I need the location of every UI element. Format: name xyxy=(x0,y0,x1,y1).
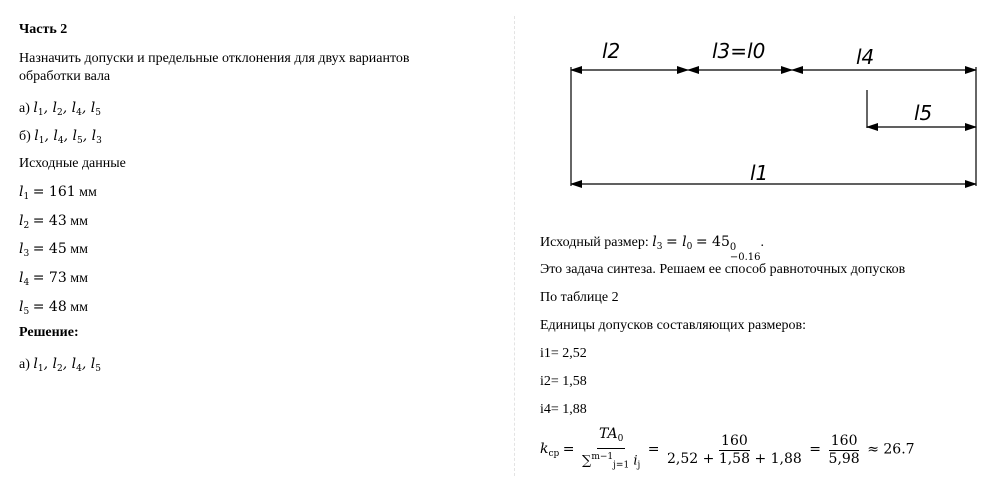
sub: 1 xyxy=(37,364,44,374)
value: 161 xyxy=(48,184,76,200)
value: 73 xyxy=(48,270,67,286)
k-average-formula: $k_{ср}$ = $\frac{TA_0}{\sum^{m-1}_{j=1} i_j}$ = $\frac{160}{2,52 + 1,58 + 1,88}$ = $\frac{160}{5,98}$ ≈ 26.7 xyxy=(540,426,915,474)
sub: 2 xyxy=(23,221,30,231)
upper-deviation: 0 xyxy=(729,242,737,253)
unit: мм xyxy=(70,214,88,229)
fraction-2: $\frac{160}{2,52 + 1,58 + 1,88}$ xyxy=(667,432,802,467)
fraction-3: $\frac{160}{5,98}$ xyxy=(828,432,860,467)
sub: 5 xyxy=(23,307,30,317)
variant-b-line xyxy=(19,127,102,150)
variant-a-formula: $l_1$, $l_2$, $l_4$, $l_5$ xyxy=(33,100,101,118)
sub: 5 xyxy=(95,108,101,118)
sub: 1 xyxy=(37,108,44,118)
lower-deviation: −0.16 xyxy=(729,252,761,263)
sub: 3 xyxy=(656,242,663,252)
part-heading: Часть 2 xyxy=(19,22,68,37)
unit: мм xyxy=(70,300,88,315)
sub: 1 xyxy=(38,136,45,146)
source-row-3: $l_3 = 45$ мм xyxy=(19,241,88,259)
source-row-4: $l_4 = 73$ мм xyxy=(19,270,88,288)
label-l4: l4 xyxy=(856,45,875,69)
dimension-chain-diagram xyxy=(560,30,985,200)
unit-i1: i1= 2,52 xyxy=(540,346,587,361)
unit: мм xyxy=(70,242,88,257)
sub: 4 xyxy=(23,278,30,288)
variant-b-label: б) xyxy=(19,129,31,144)
unit-i4: i4= 1,88 xyxy=(540,402,587,417)
fraction-1: $\frac{TA_0}{\sum^{m-1}_{j=1} i_j}$ xyxy=(582,426,641,471)
units-heading: Единицы допусков составляющих размеров: xyxy=(540,318,807,333)
column-divider xyxy=(514,16,515,476)
sub: 4 xyxy=(76,364,82,374)
unit-i2: i2= 1,58 xyxy=(540,374,587,389)
variant-a-label: а) xyxy=(19,101,30,116)
sub: 4 xyxy=(76,108,82,118)
source-heading: Исходные данные xyxy=(19,156,126,171)
sub: 5 xyxy=(77,136,83,146)
value: 43 xyxy=(48,213,67,229)
variant-a-line xyxy=(19,99,101,122)
unit: мм xyxy=(70,271,88,286)
table-reference: По таблице 2 xyxy=(540,290,619,305)
solution-a-line xyxy=(19,355,101,378)
variant-b-formula: $l_1$, $l_4$, $l_5$, $l_3$ xyxy=(34,128,102,146)
initial-size-label: Исходный размер: xyxy=(540,235,649,250)
sub: 5 xyxy=(95,364,101,374)
solution-heading: Решение: xyxy=(19,325,79,340)
label-l3: l3=l0 xyxy=(712,39,766,63)
label-l2: l2 xyxy=(602,39,621,63)
unit: мм xyxy=(79,185,97,200)
value: 48 xyxy=(48,299,67,315)
source-row-1: $l_1 = 161$ мм xyxy=(19,184,97,202)
sub: 3 xyxy=(23,249,30,259)
sub: 3 xyxy=(96,136,102,146)
source-row-5: $l_5 = 48$ мм xyxy=(19,299,88,317)
formula-lhs: $k_{ср}$ xyxy=(540,441,560,460)
sub: 2 xyxy=(57,108,63,118)
sub: 2 xyxy=(57,364,63,374)
solution-a-label: а) xyxy=(19,357,30,372)
sub: 1 xyxy=(23,192,30,202)
task-text: Назначить допуски и предельные отклонения для двух вариантов обработки вала xyxy=(19,51,410,84)
value: 45 xyxy=(48,241,67,257)
synthesis-text: Это задача синтеза. Решаем ее способ равноточных допусков xyxy=(540,262,906,277)
initial-size-line: Исходный размер: $l_3 = l_0 = 45$ 0 −0.16 . xyxy=(540,234,765,263)
sub: 4 xyxy=(57,136,64,146)
solution-a-formula: $l_1$, $l_2$, $l_4$, $l_5$ xyxy=(33,356,101,374)
label-l1: l1 xyxy=(750,161,769,185)
label-l5: l5 xyxy=(914,101,933,125)
formula-result: 26.7 xyxy=(883,441,915,458)
initial-size-base: 45 xyxy=(712,234,730,250)
source-row-2: $l_2 = 43$ мм xyxy=(19,213,88,231)
